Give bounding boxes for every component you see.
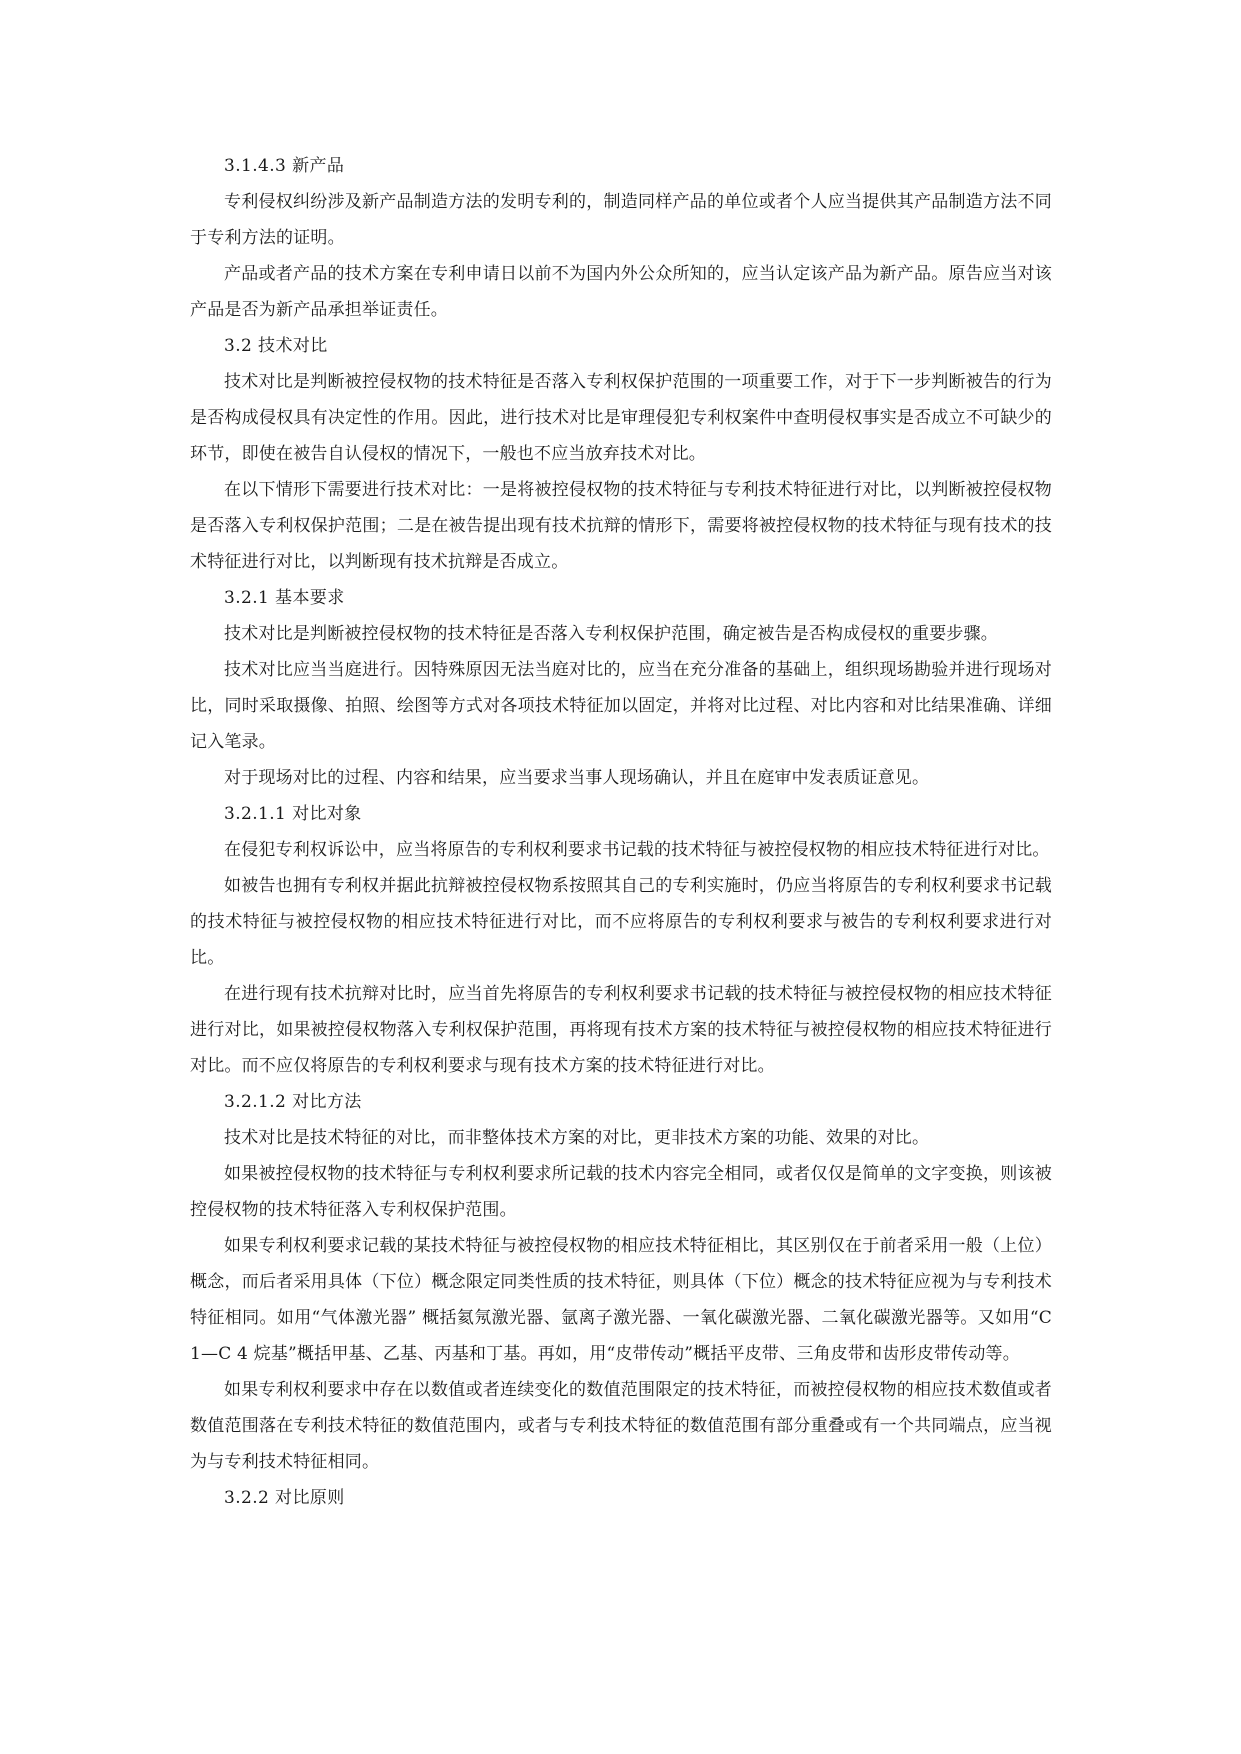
paragraph: 在侵犯专利权诉讼中，应当将原告的专利权利要求书记载的技术特征与被控侵权物的相应技术特征进行对比。 — [224, 840, 1050, 860]
document-body — [190, 148, 1052, 1516]
section-heading: 3.2.1.2 对比方法 — [224, 1092, 362, 1112]
paragraph: 在进行现有技术抗辩对比时，应当首先将原告的专利权利要求书记载的技术特征与被控侵权物的相应技术特征进行对比，如果被控侵权物落入专利权保护范围，再将现有技术方案的技术特征与被控侵权物的相应技术特征进行对比。而不应仅将原告的专利权利要求与现有技术方案的技术特征进行对比。 — [190, 984, 1052, 1076]
section-heading: 3.1.4.3 新产品 — [224, 156, 345, 176]
paragraph: 技术对比应当当庭进行。因特殊原因无法当庭对比的，应当在充分准备的基础上，组织现场勘验并进行现场对比，同时采取摄像、拍照、绘图等方式对各项技术特征加以固定，并将对比过程、对比内容和对比结果准确、详细记入笔录。 — [190, 660, 1052, 752]
paragraph: 专利侵权纠纷涉及新产品制造方法的发明专利的，制造同样产品的单位或者个人应当提供其产品制造方法不同于专利方法的证明。 — [190, 192, 1052, 248]
paragraph: 如果专利权利要求记载的某技术特征与被控侵权物的相应技术特征相比，其区别仅在于前者采用一般（上位）概念，而后者采用具体（下位）概念限定同类性质的技术特征，则具体（下位）概念的技术特征应视为与专利技术特征相同。如用“气体激光器” 概括氦氖激光器、氩离子激光器、一氧化碳激光器、二氧化碳激光器等。又如用“C 1—C 4 烷基”概括甲基、乙基、丙基和丁基。再如，用“皮带传动”概括平皮带、三角皮带和齿形皮带传动等。 — [190, 1236, 1052, 1364]
section-heading: 3.2 技术对比 — [224, 336, 328, 356]
paragraph: 如果被控侵权物的技术特征与专利权利要求所记载的技术内容完全相同，或者仅仅是简单的文字变换，则该被控侵权物的技术特征落入专利权保护范围。 — [190, 1164, 1052, 1220]
paragraph: 技术对比是技术特征的对比，而非整体技术方案的对比，更非技术方案的功能、效果的对比。 — [224, 1128, 930, 1148]
paragraph: 如被告也拥有专利权并据此抗辩被控侵权物系按照其自己的专利实施时，仍应当将原告的专利权利要求书记载的技术特征与被控侵权物的相应技术特征进行对比，而不应将原告的专利权利要求与被告的专利权利要求进行对比。 — [190, 876, 1052, 968]
paragraph: 技术对比是判断被控侵权物的技术特征是否落入专利权保护范围的一项重要工作，对于下一步判断被告的行为是否构成侵权具有决定性的作用。因此，进行技术对比是审理侵犯专利权案件中查明侵权事实是否成立不可缺少的环节，即使在被告自认侵权的情况下，一般也不应当放弃技术对比。 — [190, 372, 1052, 464]
section-heading: 3.2.1 基本要求 — [224, 588, 345, 608]
paragraph: 在以下情形下需要进行技术对比：一是将被控侵权物的技术特征与专利技术特征进行对比，以判断被控侵权物是否落入专利权保护范围；二是在被告提出现有技术抗辩的情形下，需要将被控侵权物的技术特征与现有技术的技术特征进行对比，以判断现有技术抗辩是否成立。 — [190, 480, 1052, 572]
section-heading: 3.2.1.1 对比对象 — [224, 804, 362, 824]
paragraph: 如果专利权利要求中存在以数值或者连续变化的数值范围限定的技术特征，而被控侵权物的相应技术数值或者数值范围落在专利技术特征的数值范围内，或者与专利技术特征的数值范围有部分重叠或有一个共同端点，应当视为与专利技术特征相同。 — [190, 1380, 1052, 1472]
paragraph: 产品或者产品的技术方案在专利申请日以前不为国内外公众所知的，应当认定该产品为新产品。原告应当对该产品是否为新产品承担举证责任。 — [190, 264, 1052, 320]
paragraph: 技术对比是判断被控侵权物的技术特征是否落入专利权保护范围，确定被告是否构成侵权的重要步骤。 — [224, 624, 998, 644]
paragraph: 对于现场对比的过程、内容和结果，应当要求当事人现场确认，并且在庭审中发表质证意见。 — [224, 768, 930, 788]
section-heading: 3.2.2 对比原则 — [224, 1488, 345, 1508]
